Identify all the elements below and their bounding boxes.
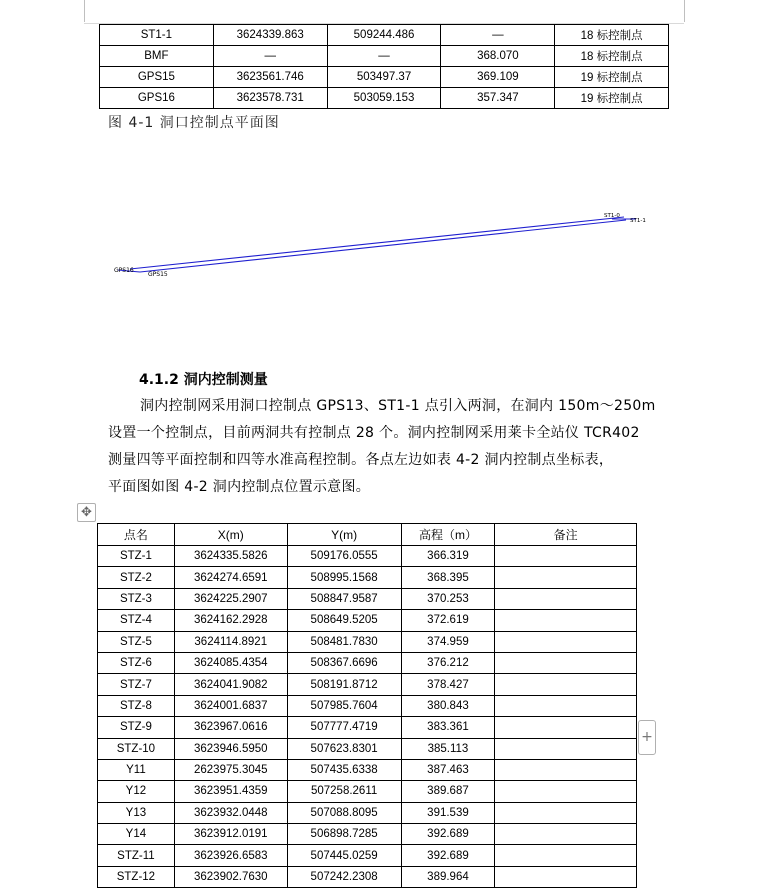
table-cell: 507242.2308 <box>287 866 401 887</box>
table-cell <box>495 759 637 780</box>
table-cell: 372.619 <box>401 610 495 631</box>
table-cell: STZ-3 <box>98 588 175 609</box>
table-move-handle-icon[interactable]: ✥ <box>77 503 96 522</box>
table-cell: 3624335.5826 <box>174 546 287 567</box>
table-cell: 366.319 <box>401 546 495 567</box>
table-cell: 3624041.9082 <box>174 674 287 695</box>
table-cell: 503497.37 <box>327 67 441 88</box>
table-cell: 2623975.3045 <box>174 759 287 780</box>
table-row <box>98 738 637 759</box>
table-cell: STZ-8 <box>98 695 175 716</box>
table-cell: STZ-11 <box>98 845 175 866</box>
table-cell: 508995.1568 <box>287 567 401 588</box>
tunnel-control-points-table <box>97 523 637 888</box>
table-cell: 3623561.746 <box>213 67 327 88</box>
figure-caption: 图 4-1 洞口控制点平面图 <box>108 115 280 131</box>
column-header: 点名 <box>98 524 175 546</box>
table-cell: 507985.7604 <box>287 695 401 716</box>
table-cell: 3624162.2928 <box>174 610 287 631</box>
table-cell: STZ-7 <box>98 674 175 695</box>
paragraph-line-2: 设置一个控制点，目前两洞共有控制点 28 个。洞内控制网采用莱卡全站仪 TCR402 <box>108 425 640 441</box>
table-cell: BMF <box>100 46 214 67</box>
table-cell: ST1-1 <box>100 25 214 46</box>
table-cell <box>495 610 637 631</box>
table-cell: 3624085.4354 <box>174 652 287 673</box>
table-cell <box>495 845 637 866</box>
table-cell: Y13 <box>98 802 175 823</box>
table-cell <box>495 631 637 652</box>
table-cell: 509176.0555 <box>287 546 401 567</box>
table-cell: — <box>441 25 555 46</box>
table-cell: 392.689 <box>401 845 495 866</box>
paragraph-line-4: 平面图如图 4-2 洞内控制点位置示意图。 <box>108 479 371 495</box>
table-cell: GPS16 <box>100 88 214 109</box>
table-cell <box>495 674 637 695</box>
table-cell: 506898.7285 <box>287 824 401 845</box>
table-cell: 509244.486 <box>327 25 441 46</box>
table-cell: 387.463 <box>401 759 495 780</box>
table-cell: 376.212 <box>401 652 495 673</box>
table-cell: — <box>213 46 327 67</box>
table-cell <box>495 567 637 588</box>
table-row <box>98 610 637 631</box>
table-cell: 3623967.0616 <box>174 717 287 738</box>
table-cell: 389.687 <box>401 781 495 802</box>
table-row <box>98 866 637 887</box>
table-row <box>98 567 637 588</box>
table-cell: 507088.8095 <box>287 802 401 823</box>
table-cell <box>495 781 637 802</box>
table-row <box>98 674 637 695</box>
table-cell: 508367.6696 <box>287 652 401 673</box>
table-cell <box>495 717 637 738</box>
table-row <box>98 759 637 780</box>
table-cell: STZ-5 <box>98 631 175 652</box>
table-cell: STZ-1 <box>98 546 175 567</box>
table-cell: 3623912.0191 <box>174 824 287 845</box>
table-cell <box>495 824 637 845</box>
table-cell: 508649.5205 <box>287 610 401 631</box>
traverse-line-lower <box>140 220 626 272</box>
table-cell: 508191.8712 <box>287 674 401 695</box>
table-cell: 18 标控制点 <box>555 46 669 67</box>
table-cell: 3623902.7630 <box>174 866 287 887</box>
table-cell: 3623951.4359 <box>174 781 287 802</box>
table-cell: 3624274.6591 <box>174 567 287 588</box>
column-header: X(m) <box>174 524 287 546</box>
table-header-row <box>98 524 637 546</box>
table-cell: 508481.7830 <box>287 631 401 652</box>
table-row <box>98 845 637 866</box>
table-cell: 18 标控制点 <box>555 25 669 46</box>
traverse-line-upper <box>130 217 624 269</box>
column-header: 备注 <box>495 524 637 546</box>
add-column-button[interactable]: + <box>638 720 656 755</box>
table-cell <box>495 695 637 716</box>
column-header: Y(m) <box>287 524 401 546</box>
table-cell: 3623932.0448 <box>174 802 287 823</box>
table-row <box>98 546 637 567</box>
paragraph-line-1: 洞内控制网采用洞口控制点 GPS13、ST1-1 点引入两洞，在洞内 150m～250m <box>140 398 656 414</box>
table-cell: Y14 <box>98 824 175 845</box>
table-cell: 507623.8301 <box>287 738 401 759</box>
table-cell: 503059.153 <box>327 88 441 109</box>
table-cell: 389.964 <box>401 866 495 887</box>
traverse-lines <box>118 217 636 272</box>
table-cell: 368.070 <box>441 46 555 67</box>
table-row <box>98 717 637 738</box>
section-heading: 4.1.2 洞内控制测量 <box>139 372 268 388</box>
table-row <box>98 695 637 716</box>
table-cell <box>495 588 637 609</box>
label-st1-1: ST1-1 <box>630 218 646 224</box>
table-row <box>98 652 637 673</box>
label-gps16: GPS16 <box>114 267 134 274</box>
table-cell <box>495 738 637 759</box>
table-row <box>98 588 637 609</box>
table-cell: STZ-9 <box>98 717 175 738</box>
table-cell: 3623926.6583 <box>174 845 287 866</box>
label-gps15: GPS15 <box>148 271 168 278</box>
table-cell <box>495 546 637 567</box>
paragraph-line-3: 测量四等平面控制和四等水准高程控制。各点左边如表 4-2 洞内控制点坐标表， <box>108 452 614 468</box>
column-header: 高程（m） <box>401 524 495 546</box>
label-st1-0: ST1-0 <box>604 213 620 219</box>
table-cell: 369.109 <box>441 67 555 88</box>
table-cell: 507258.2611 <box>287 781 401 802</box>
table-cell: 391.539 <box>401 802 495 823</box>
table-cell: 507445.0259 <box>287 845 401 866</box>
table-cell: STZ-10 <box>98 738 175 759</box>
table-cell <box>495 802 637 823</box>
table-cell <box>495 866 637 887</box>
table-cell: 507777.4719 <box>287 717 401 738</box>
table-cell: 3624339.863 <box>213 25 327 46</box>
table-cell: 374.959 <box>401 631 495 652</box>
table-cell: 370.253 <box>401 588 495 609</box>
table-cell: 19 标控制点 <box>555 88 669 109</box>
table-cell: 19 标控制点 <box>555 67 669 88</box>
table-cell: 508847.9587 <box>287 588 401 609</box>
table-row <box>98 802 637 823</box>
table-cell: STZ-4 <box>98 610 175 631</box>
table-cell: — <box>327 46 441 67</box>
table-cell: 3623946.5950 <box>174 738 287 759</box>
table-row <box>98 824 637 845</box>
table-cell: 383.361 <box>401 717 495 738</box>
table-cell <box>495 652 637 673</box>
table-cell: 357.347 <box>441 88 555 109</box>
table-cell: 368.395 <box>401 567 495 588</box>
table-cell: 392.689 <box>401 824 495 845</box>
table-cell: 3624114.8921 <box>174 631 287 652</box>
table-cell: GPS15 <box>100 67 214 88</box>
table-cell: 3624225.2907 <box>174 588 287 609</box>
table-cell: STZ-6 <box>98 652 175 673</box>
table-cell: STZ-2 <box>98 567 175 588</box>
table-row <box>98 631 637 652</box>
table-cell: 378.427 <box>401 674 495 695</box>
table-cell: 3623578.731 <box>213 88 327 109</box>
table-cell: 3624001.6837 <box>174 695 287 716</box>
table-cell: 385.113 <box>401 738 495 759</box>
table-cell: Y11 <box>98 759 175 780</box>
table-row <box>98 781 637 802</box>
section-paragraph <box>108 393 661 501</box>
table-cell: Y12 <box>98 781 175 802</box>
table-cell: STZ-12 <box>98 866 175 887</box>
table-cell: 380.843 <box>401 695 495 716</box>
table-cell: 507435.6338 <box>287 759 401 780</box>
